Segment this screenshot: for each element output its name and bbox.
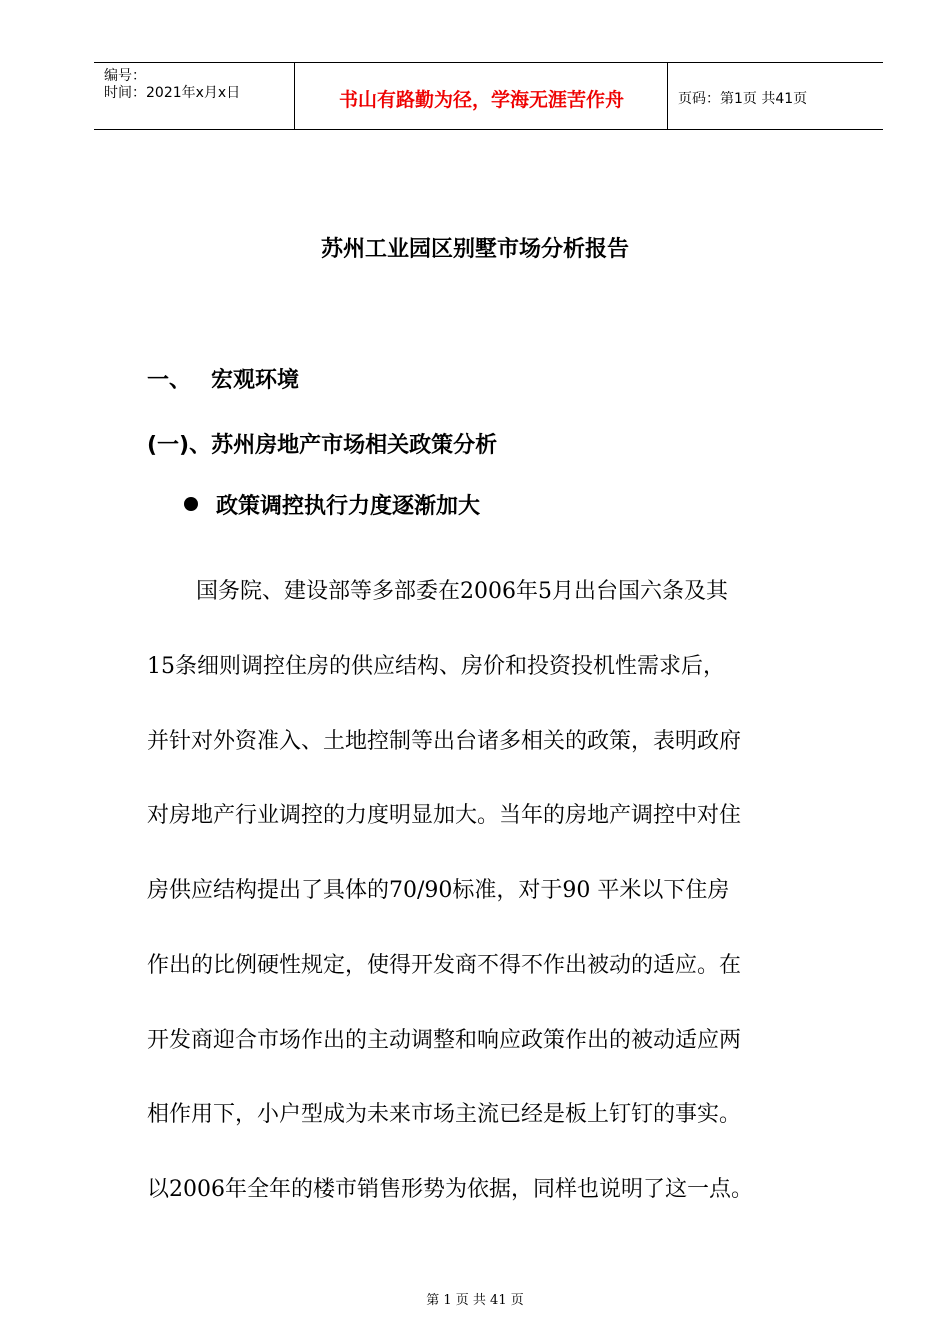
page-header [94,62,883,130]
header-motto: 书山有路勤为径，学海无涯苦作舟 [338,89,624,111]
paragraph-line: 国务院、建设部等多部委在2006年5月出台国六条及其 [196,579,728,604]
paragraph-line: 开发商迎合市场作出的主动调整和响应政策作出的被动适应两 [147,1028,742,1053]
paragraph-line: 相作用下，小户型成为未来市场主流已经是板上钉钉的事实。 [147,1102,742,1127]
paragraph-line: 并针对外资准入、土地控制等出台诸多相关的政策，表明政府 [147,729,742,754]
paragraph-line: 房供应结构提出了具体的70/90标准，对于90 平米以下住房 [147,878,730,903]
section-heading [147,363,299,394]
header-page-cell [668,63,883,129]
header-meta-cell [94,63,295,129]
document-title: 苏州工业园区别墅市场分析报告 [320,237,629,262]
header-motto-cell [295,63,668,129]
paragraph-line: 以2006年全年的楼市销售形势为依据，同样也说明了这一点。 [147,1177,753,1202]
bullet-title: 政策调控执行力度逐渐加大 [216,494,481,519]
section-title: 宏观环境 [211,368,300,393]
paragraph-line: 对房地产行业调控的力度明显加大。当年的房地产调控中对住 [147,803,742,828]
bullet-icon [184,497,198,511]
paragraph-line: 15条细则调控住房的供应结构、房价和投资投机性需求后， [147,654,725,679]
section-number: 一、 [147,368,192,393]
document-number-label: 编号： [104,68,146,84]
bullet-heading [184,489,480,520]
header-page-info: 页码：第1页 共41页 [678,91,808,107]
paragraph-line: 作出的比例硬性规定，使得开发商不得不作出被动的适应。在 [147,953,742,978]
footer-page-number: 第 1 页 共 41 页 [426,1293,524,1308]
document-time-label: 时间：2021年x月x日 [104,85,241,101]
subsection-heading: (一)、苏州房地产市场相关政策分析 [147,433,498,458]
